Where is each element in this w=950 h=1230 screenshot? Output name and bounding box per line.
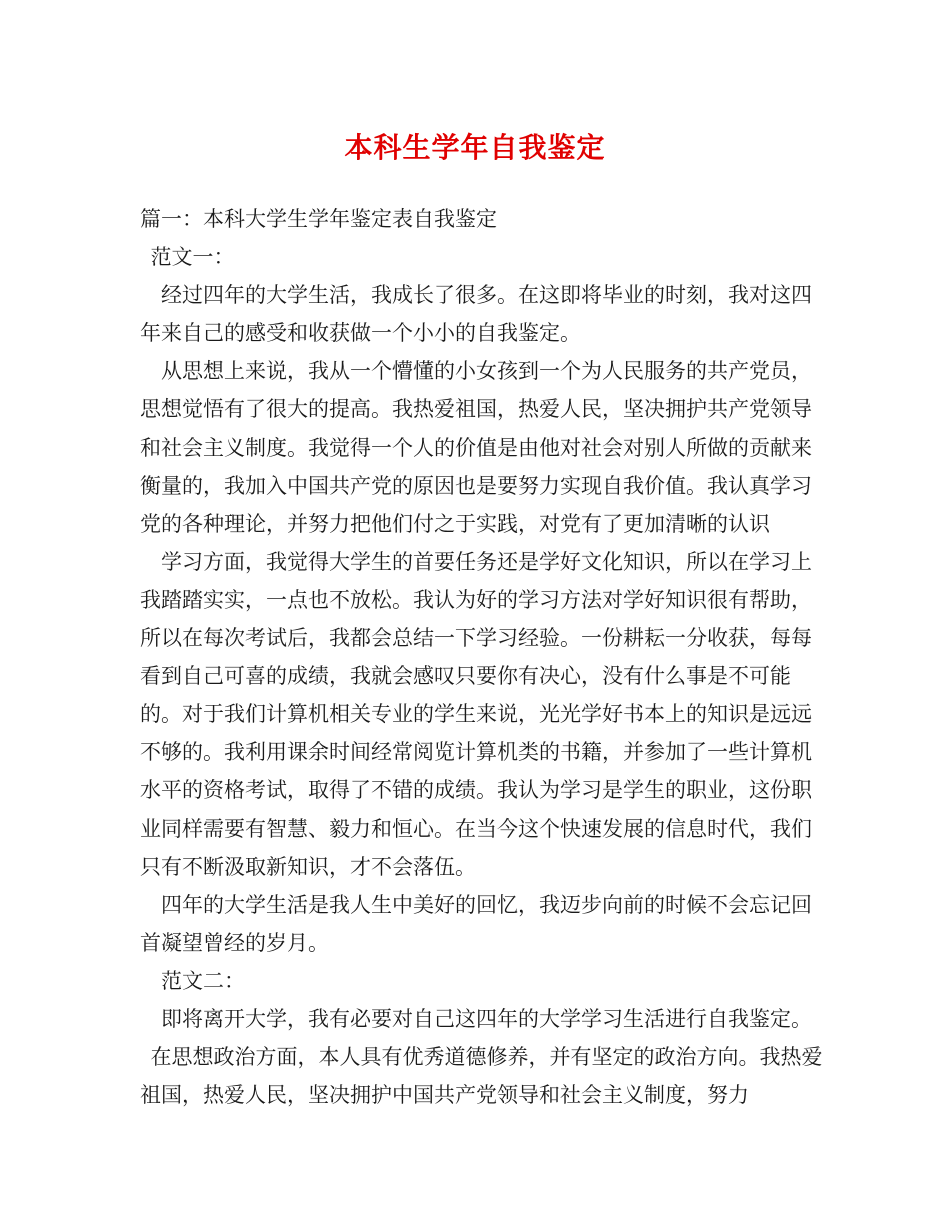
document-body: [140, 200, 830, 1114]
document-title: 本科生学年自我鉴定: [344, 131, 606, 164]
sample-label-1: 范文一：: [150, 245, 235, 270]
paragraph-intro: 经过四年的大学生活，我成长了很多。在这即将毕业的时刻，我对这四年来自己的感受和收获做一个小小的自我鉴定。: [140, 283, 812, 346]
paragraph-memory: 四年的大学生活是我人生中美好的回忆，我迈步向前的时候不会忘记回首凝望曾经的岁月。: [140, 892, 812, 955]
sample-label-2: 范文二：: [161, 968, 245, 993]
paragraph-thought: 从思想上来说，我从一个懵懂的小女孩到一个为人民服务的共产党员，思想觉悟有了很大的提高。我热爱祖国，热爱人民，坚决拥护共产党领导和社会主义制度。我觉得一个人的价值是由他对社会对别人所做的贡献来衡量的，我加入中国共产党的原因也是要努力实现自我价值。我认真学习党的各种理论，并努力把他们付之于实践，对党有了更加清晰的认识: [140, 359, 812, 536]
paragraph-leaving: 即将离开大学，我有必要对自己这四年的大学学习生活进行自我鉴定。: [161, 1006, 812, 1031]
section-heading: 篇一：本科大学生学年鉴定表自我鉴定: [140, 207, 497, 231]
paragraph-politics: 在思想政治方面，本人具有优秀道德修养，并有坚定的政治方向。我热爱祖国，热爱人民，坚决拥护中国共产党领导和社会主义制度，努力: [140, 1045, 823, 1108]
paragraph-study: 学习方面，我觉得大学生的首要任务还是学好文化知识，所以在学习上我踏踏实实，一点也不放松。我认为好的学习方法对学好知识很有帮助，所以在每次考试后，我都会总结一下学习经验。一份耕耘一分收获，每每看到自己可喜的成绩，我就会感叹只要你有决心，没有什么事是不可能的。对于我们计算机相关专业的学生来说，光光学好书本上的知识是远远不够的。我利用课余时间经常阅览计算机类的书籍，并参加了一些计算机水平的资格考试，取得了不错的成绩。我认为学习是学生的职业，这份职业同样需要有智慧、毅力和恒心。在当今这个快速发展的信息时代，我们只有不断汲取新知识，才不会落伍。: [140, 549, 812, 879]
